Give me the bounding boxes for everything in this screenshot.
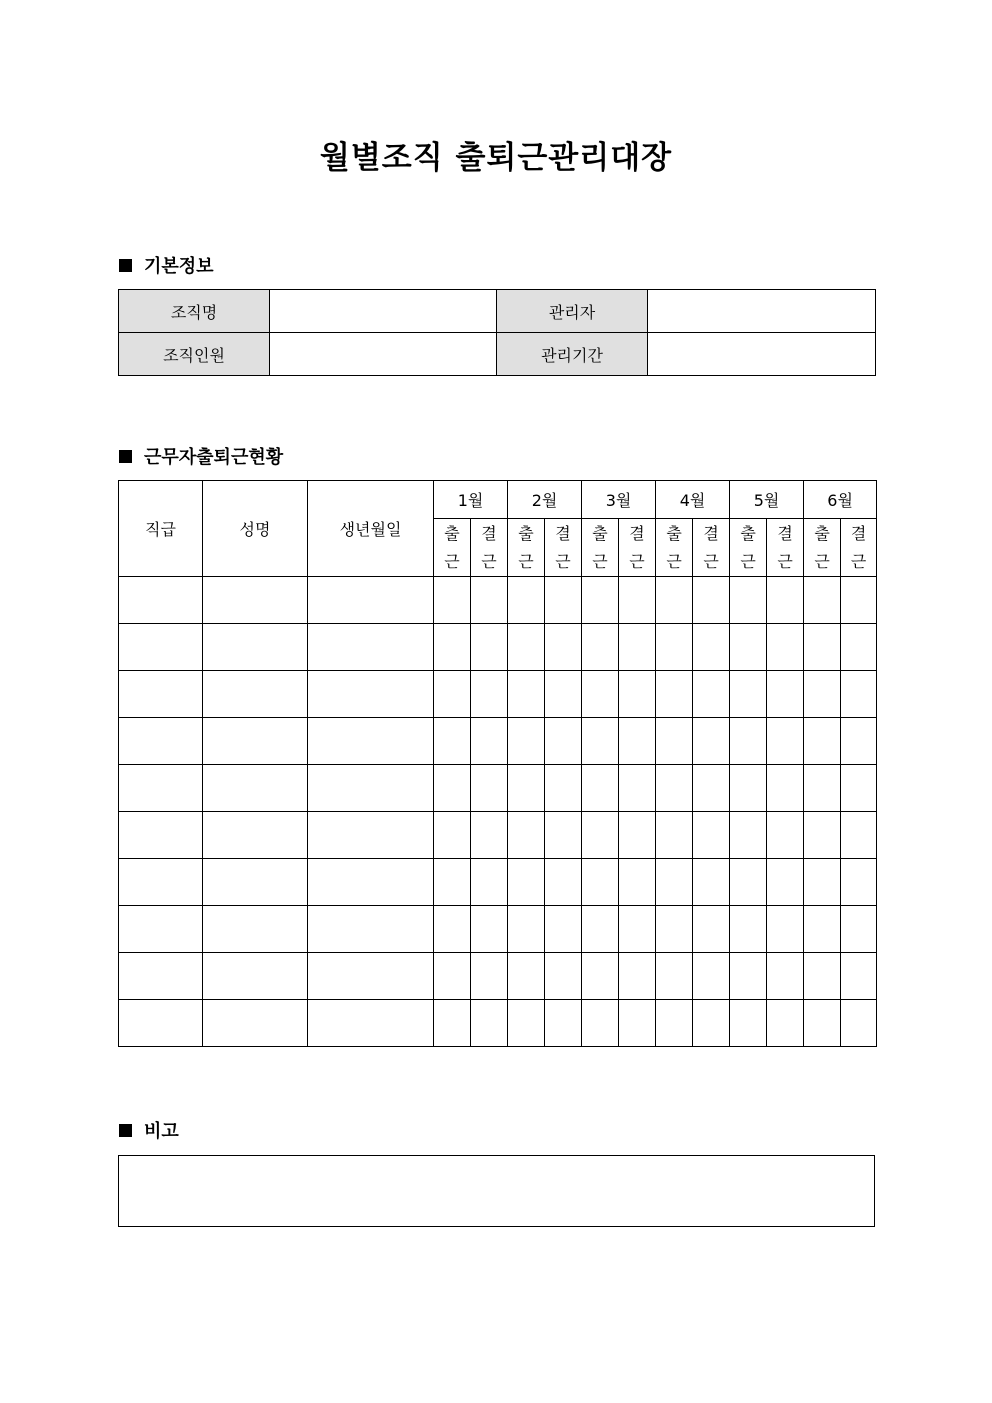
manager-field[interactable] xyxy=(648,290,876,333)
present-cell[interactable] xyxy=(804,765,841,812)
present-cell[interactable] xyxy=(656,859,693,906)
birth-cell[interactable] xyxy=(308,577,434,624)
present-cell[interactable] xyxy=(656,624,693,671)
present-subheader xyxy=(582,519,619,577)
name-cell[interactable] xyxy=(203,953,308,1000)
present-cell[interactable] xyxy=(804,624,841,671)
table-row xyxy=(119,718,877,765)
present-cell[interactable] xyxy=(804,812,841,859)
present-cell[interactable] xyxy=(508,624,545,671)
birth-cell[interactable] xyxy=(308,906,434,953)
present-cell[interactable] xyxy=(656,577,693,624)
attendance-table xyxy=(118,480,877,1047)
subheader-char: 근 xyxy=(777,551,793,571)
month-header: 2월 xyxy=(508,481,582,519)
absent-cell[interactable] xyxy=(841,765,877,812)
absent-cell[interactable] xyxy=(767,1000,804,1047)
period-label: 관리기간 xyxy=(497,333,648,376)
manager-label: 관리자 xyxy=(497,290,648,333)
subheader-char: 근 xyxy=(555,551,571,571)
rank-cell[interactable] xyxy=(119,624,203,671)
present-cell[interactable] xyxy=(730,953,767,1000)
absent-cell[interactable] xyxy=(471,1000,508,1047)
subheader-char: 결 xyxy=(629,523,645,543)
remarks-field[interactable] xyxy=(118,1155,875,1227)
name-cell[interactable] xyxy=(203,718,308,765)
basic-info-table xyxy=(118,289,876,376)
present-cell[interactable] xyxy=(730,671,767,718)
subheader-char: 출 xyxy=(740,523,756,543)
subheader-char: 근 xyxy=(592,551,608,571)
absent-cell[interactable] xyxy=(841,859,877,906)
absent-cell[interactable] xyxy=(619,812,656,859)
present-cell[interactable] xyxy=(508,577,545,624)
absent-subheader xyxy=(471,519,508,577)
present-cell[interactable] xyxy=(656,1000,693,1047)
rank-cell[interactable] xyxy=(119,765,203,812)
absent-cell[interactable] xyxy=(545,812,582,859)
table-row xyxy=(119,812,877,859)
absent-cell[interactable] xyxy=(545,624,582,671)
table-row xyxy=(119,906,877,953)
org-members-label: 조직인원 xyxy=(119,333,270,376)
present-cell[interactable] xyxy=(508,718,545,765)
present-cell[interactable] xyxy=(656,906,693,953)
subheader-char: 결 xyxy=(481,523,497,543)
present-subheader xyxy=(434,519,471,577)
name-cell[interactable] xyxy=(203,671,308,718)
absent-cell[interactable] xyxy=(693,859,730,906)
absent-cell[interactable] xyxy=(619,1000,656,1047)
present-cell[interactable] xyxy=(582,577,619,624)
present-cell[interactable] xyxy=(656,671,693,718)
present-cell[interactable] xyxy=(508,859,545,906)
birth-cell[interactable] xyxy=(308,671,434,718)
subheader-char: 근 xyxy=(814,551,830,571)
table-row xyxy=(119,765,877,812)
present-cell[interactable] xyxy=(508,1000,545,1047)
absent-cell[interactable] xyxy=(693,953,730,1000)
present-cell[interactable] xyxy=(730,718,767,765)
name-header: 성명 xyxy=(203,481,308,577)
absent-cell[interactable] xyxy=(841,906,877,953)
rank-cell[interactable] xyxy=(119,671,203,718)
present-cell[interactable] xyxy=(434,859,471,906)
subheader-char: 근 xyxy=(629,551,645,571)
subheader-char: 근 xyxy=(850,551,867,571)
absent-cell[interactable] xyxy=(767,577,804,624)
org-name-label: 조직명 xyxy=(119,290,270,333)
absent-cell[interactable] xyxy=(545,906,582,953)
absent-cell[interactable] xyxy=(693,671,730,718)
absent-cell[interactable] xyxy=(841,624,877,671)
section-heading-attendance xyxy=(119,443,283,469)
absent-cell[interactable] xyxy=(619,577,656,624)
absent-cell[interactable] xyxy=(619,671,656,718)
absent-subheader xyxy=(545,519,582,577)
absent-cell[interactable] xyxy=(693,624,730,671)
absent-cell[interactable] xyxy=(619,906,656,953)
present-cell[interactable] xyxy=(582,906,619,953)
absent-cell[interactable] xyxy=(545,1000,582,1047)
present-cell[interactable] xyxy=(508,812,545,859)
section-heading-label: 근무자출퇴근현황 xyxy=(144,447,284,468)
org-members-field[interactable] xyxy=(270,333,497,376)
present-cell[interactable] xyxy=(508,906,545,953)
name-cell[interactable] xyxy=(203,859,308,906)
absent-cell[interactable] xyxy=(767,812,804,859)
absent-subheader xyxy=(619,519,656,577)
absent-cell[interactable] xyxy=(545,671,582,718)
absent-cell[interactable] xyxy=(841,577,877,624)
absent-cell[interactable] xyxy=(619,953,656,1000)
present-cell[interactable] xyxy=(730,906,767,953)
absent-cell[interactable] xyxy=(841,718,877,765)
present-cell[interactable] xyxy=(730,859,767,906)
present-cell[interactable] xyxy=(434,1000,471,1047)
name-cell[interactable] xyxy=(203,577,308,624)
present-subheader xyxy=(656,519,693,577)
month-header: 4월 xyxy=(656,481,730,519)
present-cell[interactable] xyxy=(582,765,619,812)
name-cell[interactable] xyxy=(203,765,308,812)
present-cell[interactable] xyxy=(434,812,471,859)
absent-cell[interactable] xyxy=(471,859,508,906)
month-header: 5월 xyxy=(730,481,804,519)
square-bullet-icon xyxy=(119,450,132,463)
absent-cell[interactable] xyxy=(471,577,508,624)
absent-cell[interactable] xyxy=(693,812,730,859)
present-cell[interactable] xyxy=(730,624,767,671)
absent-cell[interactable] xyxy=(545,718,582,765)
subheader-char: 근 xyxy=(481,551,497,571)
present-subheader xyxy=(804,519,841,577)
period-field[interactable] xyxy=(648,333,876,376)
subheader-char: 근 xyxy=(518,551,534,571)
birth-cell[interactable] xyxy=(308,718,434,765)
absent-cell[interactable] xyxy=(767,765,804,812)
present-cell[interactable] xyxy=(508,953,545,1000)
absent-subheader xyxy=(693,519,730,577)
absent-cell[interactable] xyxy=(767,906,804,953)
birth-cell[interactable] xyxy=(308,1000,434,1047)
absent-cell[interactable] xyxy=(767,953,804,1000)
present-subheader xyxy=(730,519,767,577)
rank-cell[interactable] xyxy=(119,953,203,1000)
birth-cell[interactable] xyxy=(308,953,434,1000)
rank-cell[interactable] xyxy=(119,859,203,906)
present-cell[interactable] xyxy=(656,765,693,812)
subheader-char: 근 xyxy=(444,551,460,571)
square-bullet-icon xyxy=(119,1124,132,1137)
absent-cell[interactable] xyxy=(471,624,508,671)
month-header: 6월 xyxy=(804,481,877,519)
rank-cell[interactable] xyxy=(119,577,203,624)
birth-cell[interactable] xyxy=(308,859,434,906)
present-cell[interactable] xyxy=(434,671,471,718)
present-cell[interactable] xyxy=(730,812,767,859)
rank-cell[interactable] xyxy=(119,906,203,953)
absent-cell[interactable] xyxy=(471,953,508,1000)
subheader-char: 근 xyxy=(740,551,756,571)
absent-subheader xyxy=(841,519,877,577)
table-row xyxy=(119,953,877,1000)
subheader-char: 결 xyxy=(850,523,867,543)
absent-cell[interactable] xyxy=(619,859,656,906)
table-row xyxy=(119,671,877,718)
table-row xyxy=(119,624,877,671)
present-cell[interactable] xyxy=(804,859,841,906)
present-cell[interactable] xyxy=(434,624,471,671)
present-cell[interactable] xyxy=(582,1000,619,1047)
absent-cell[interactable] xyxy=(841,812,877,859)
absent-cell[interactable] xyxy=(841,953,877,1000)
rank-cell[interactable] xyxy=(119,812,203,859)
month-header: 1월 xyxy=(434,481,508,519)
present-cell[interactable] xyxy=(730,765,767,812)
birth-cell[interactable] xyxy=(308,765,434,812)
absent-cell[interactable] xyxy=(693,906,730,953)
present-cell[interactable] xyxy=(582,812,619,859)
absent-cell[interactable] xyxy=(545,765,582,812)
table-row xyxy=(119,859,877,906)
table-row xyxy=(119,577,877,624)
present-cell[interactable] xyxy=(434,765,471,812)
present-cell[interactable] xyxy=(804,671,841,718)
table-row xyxy=(119,1000,877,1047)
name-cell[interactable] xyxy=(203,906,308,953)
absent-cell[interactable] xyxy=(471,718,508,765)
absent-cell[interactable] xyxy=(471,812,508,859)
absent-cell[interactable] xyxy=(767,624,804,671)
present-cell[interactable] xyxy=(508,765,545,812)
rank-header: 직급 xyxy=(119,481,203,577)
absent-cell[interactable] xyxy=(767,671,804,718)
present-cell[interactable] xyxy=(656,953,693,1000)
absent-cell[interactable] xyxy=(693,1000,730,1047)
absent-cell[interactable] xyxy=(619,765,656,812)
present-subheader xyxy=(508,519,545,577)
name-cell[interactable] xyxy=(203,1000,308,1047)
absent-cell[interactable] xyxy=(693,718,730,765)
section-heading-label: 기본정보 xyxy=(144,256,214,277)
absent-cell[interactable] xyxy=(545,953,582,1000)
absent-cell[interactable] xyxy=(471,906,508,953)
section-heading-basic-info xyxy=(119,252,214,278)
present-cell[interactable] xyxy=(656,812,693,859)
present-cell[interactable] xyxy=(582,718,619,765)
birth-header: 생년월일 xyxy=(308,481,434,577)
absent-cell[interactable] xyxy=(545,577,582,624)
present-cell[interactable] xyxy=(582,953,619,1000)
absent-cell[interactable] xyxy=(841,1000,877,1047)
present-cell[interactable] xyxy=(434,953,471,1000)
present-cell[interactable] xyxy=(804,1000,841,1047)
present-cell[interactable] xyxy=(582,859,619,906)
birth-cell[interactable] xyxy=(308,812,434,859)
present-cell[interactable] xyxy=(434,718,471,765)
birth-cell[interactable] xyxy=(308,624,434,671)
subheader-char: 결 xyxy=(703,523,719,543)
section-heading-label: 비고 xyxy=(144,1121,179,1142)
absent-cell[interactable] xyxy=(471,671,508,718)
present-cell[interactable] xyxy=(804,577,841,624)
name-cell[interactable] xyxy=(203,624,308,671)
subheader-char: 결 xyxy=(777,523,793,543)
subheader-char: 근 xyxy=(666,551,682,571)
subheader-char: 출 xyxy=(444,523,460,543)
absent-cell[interactable] xyxy=(619,624,656,671)
present-cell[interactable] xyxy=(730,577,767,624)
section-heading-remarks xyxy=(119,1117,179,1143)
present-cell[interactable] xyxy=(582,624,619,671)
absent-cell[interactable] xyxy=(619,718,656,765)
absent-cell[interactable] xyxy=(471,765,508,812)
present-cell[interactable] xyxy=(804,718,841,765)
subheader-char: 출 xyxy=(814,523,830,543)
present-cell[interactable] xyxy=(804,953,841,1000)
subheader-char: 출 xyxy=(666,523,682,543)
absent-cell[interactable] xyxy=(841,671,877,718)
present-cell[interactable] xyxy=(434,906,471,953)
present-cell[interactable] xyxy=(582,671,619,718)
name-cell[interactable] xyxy=(203,812,308,859)
absent-cell[interactable] xyxy=(767,718,804,765)
month-header: 3월 xyxy=(582,481,656,519)
absent-cell[interactable] xyxy=(767,859,804,906)
org-name-field[interactable] xyxy=(270,290,497,333)
present-cell[interactable] xyxy=(508,671,545,718)
present-cell[interactable] xyxy=(656,718,693,765)
subheader-char: 출 xyxy=(592,523,608,543)
present-cell[interactable] xyxy=(730,1000,767,1047)
page-title: 월별조직 출퇴근관리대장 xyxy=(319,140,673,176)
square-bullet-icon xyxy=(119,259,132,272)
subheader-char: 출 xyxy=(518,523,534,543)
subheader-char: 근 xyxy=(703,551,719,571)
absent-subheader xyxy=(767,519,804,577)
present-cell[interactable] xyxy=(434,577,471,624)
subheader-char: 결 xyxy=(555,523,571,543)
absent-cell[interactable] xyxy=(545,859,582,906)
rank-cell[interactable] xyxy=(119,718,203,765)
absent-cell[interactable] xyxy=(693,577,730,624)
absent-cell[interactable] xyxy=(693,765,730,812)
present-cell[interactable] xyxy=(804,906,841,953)
rank-cell[interactable] xyxy=(119,1000,203,1047)
